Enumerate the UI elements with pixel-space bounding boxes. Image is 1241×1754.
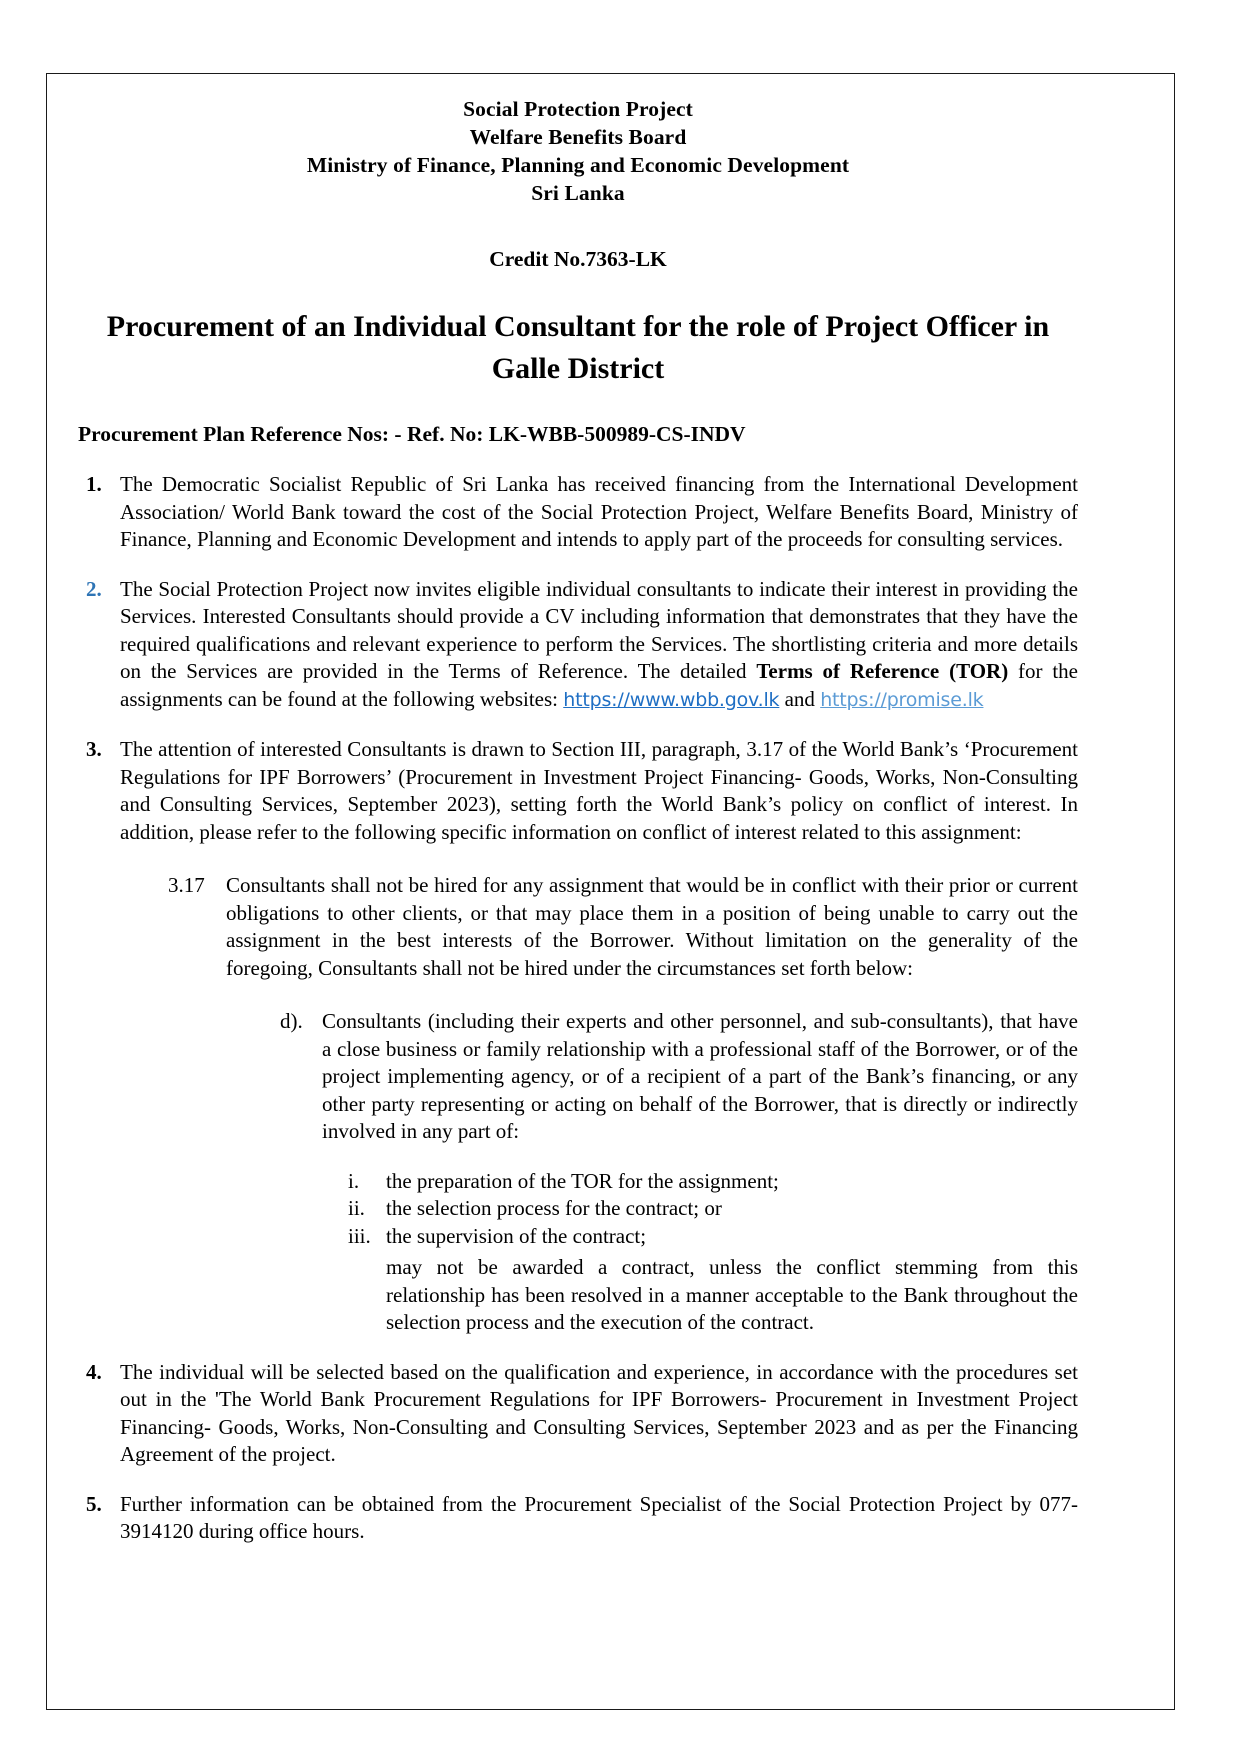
roman-text-i: the preparation of the TOR for the assignment; bbox=[386, 1168, 779, 1193]
clause-text-5: Further information can be obtained from the Procurement Specialist of the Social Protection Project by 077-3914120 during office hours. bbox=[120, 1491, 1078, 1543]
header-line-board: Welfare Benefits Board bbox=[469, 125, 687, 149]
roman-numeral-list bbox=[348, 1168, 1078, 1337]
clause-text-3: The attention of interested Consultants is drawn to Section III, paragraph, 3.17 of the World Bank’s ‘Procurement Regulations for IPF Borrowers’ (Procurement in Investment Project Financing- Goods, Works, Non-Consulting and Consulting Services, September 2023), setting forth the World Bank’s policy on conflict of interest. In addition, please refer to the following specific information on conflict of interest related to this assignment: bbox=[120, 737, 1078, 844]
promise-website-link[interactable]: https://promise.lk bbox=[820, 688, 984, 711]
subclause-317-text: Consultants shall not be hired for any assignment that would be in conflict with their prior or current obligations to other clients, or that may place them in a position of being unable to carry out the assignment in the best interests of the Borrower. Without limitation on the generality of the foregoing, Consultants shall not be hired under the circumstances set forth below: bbox=[226, 873, 1078, 980]
roman-number-iii: iii. bbox=[348, 1223, 371, 1248]
clause-item-4 bbox=[78, 1359, 1078, 1469]
roman-text-iii: the supervision of the contract; bbox=[386, 1223, 647, 1248]
wbb-website-link[interactable]: https://www.wbb.gov.lk bbox=[563, 688, 780, 711]
clause-text-1: The Democratic Socialist Republic of Sri Lanka has received financing from the International Development Association/ World Bank toward the cost of the Social Protection Project, Welfare Benefits Board, Ministry of Finance, Planning and Economic Development and intends to apply part of the proceeds for consulting services. bbox=[120, 472, 1078, 551]
clause-number-1: 1. bbox=[86, 472, 102, 496]
procurement-reference-line: Procurement Plan Reference Nos: - Ref. No: LK-WBB-500989-CS-INDV bbox=[78, 422, 746, 446]
credit-number: Credit No.7363-LK bbox=[489, 247, 667, 271]
clause-item-2 bbox=[78, 576, 1078, 715]
roman-number-ii: ii. bbox=[348, 1196, 365, 1220]
clause-item-3 bbox=[78, 736, 1078, 1337]
clause-number-3: 3. bbox=[86, 737, 102, 761]
clause-2-bold-tor: Terms of Reference (TOR) bbox=[756, 659, 1009, 683]
header-line-ministry: Ministry of Finance, Planning and Economic Development bbox=[306, 153, 850, 177]
header-line-country: Sri Lanka bbox=[531, 181, 625, 205]
clause-item-1 bbox=[78, 471, 1078, 554]
page-title: Procurement of an Individual Consultant for the role of Project Officer in Galle District bbox=[106, 310, 1050, 385]
roman-number-i: i. bbox=[348, 1168, 360, 1193]
clause-number-5: 5. bbox=[86, 1491, 102, 1516]
roman-list-item-iii bbox=[348, 1223, 1078, 1251]
clause-text-4: The individual will be selected based on the qualification and experience, in accordance with the procedures set out in the 'The World Bank Procurement Regulations for IPF Borrowers- Procurement in Investment Project Financing- Goods, Works, Non-Consulting and Consulting Services, September 2023 and as per the Financing Agreement of the project. bbox=[120, 1359, 1078, 1466]
header-line-project: Social Protection Project bbox=[463, 97, 693, 121]
clause-2-conjunction: and bbox=[779, 686, 821, 711]
clause-2-part-1: The Social Protection Project now invites eligible individual consultants to indicate their interest in providing the Services. Interested Consultants should provide a CV including information that demonstrates that they have the required qualifications and relevant experience to perform the Services. The shortlisting criteria and more details on the Services are provided in the Terms of Reference. The detailed bbox=[120, 576, 1078, 683]
document-header bbox=[78, 95, 1078, 207]
subclause-317 bbox=[168, 872, 1078, 982]
roman-list-item-i bbox=[348, 1168, 1078, 1196]
clause-item-5 bbox=[78, 1491, 1078, 1546]
roman-list-item-ii bbox=[348, 1195, 1078, 1223]
clause-text-2 bbox=[120, 576, 1078, 715]
clause-2-part-2: for the assignments can be found at the following websites: bbox=[120, 659, 1078, 711]
roman-list-closing-text: may not be awarded a contract, unless the conflict stemming from this relationship has been resolved in a manner acceptable to the Bank throughout the selection process and the execution of the contract. bbox=[386, 1255, 1078, 1334]
subclause-d-number: d). bbox=[280, 1009, 303, 1033]
subclause-317-number: 3.17 bbox=[168, 873, 205, 897]
subclause-d-text: Consultants (including their experts and other personnel, and sub-consultants), that have a close business or family relationship with a professional staff of the Borrower, or of the project implementing agency, or of a recipient of a part of the Bank’s financing, or any other party representing or acting on behalf of the Borrower, that is directly or indirectly involved in any part of: bbox=[322, 1009, 1078, 1143]
numbered-clause-list bbox=[78, 471, 1078, 1546]
roman-text-ii: the selection process for the contract; or bbox=[386, 1196, 722, 1220]
clause-number-4: 4. bbox=[86, 1359, 102, 1384]
subclause-d bbox=[280, 1008, 1078, 1146]
document-content bbox=[78, 95, 1078, 1568]
clause-number-2: 2. bbox=[86, 576, 102, 601]
